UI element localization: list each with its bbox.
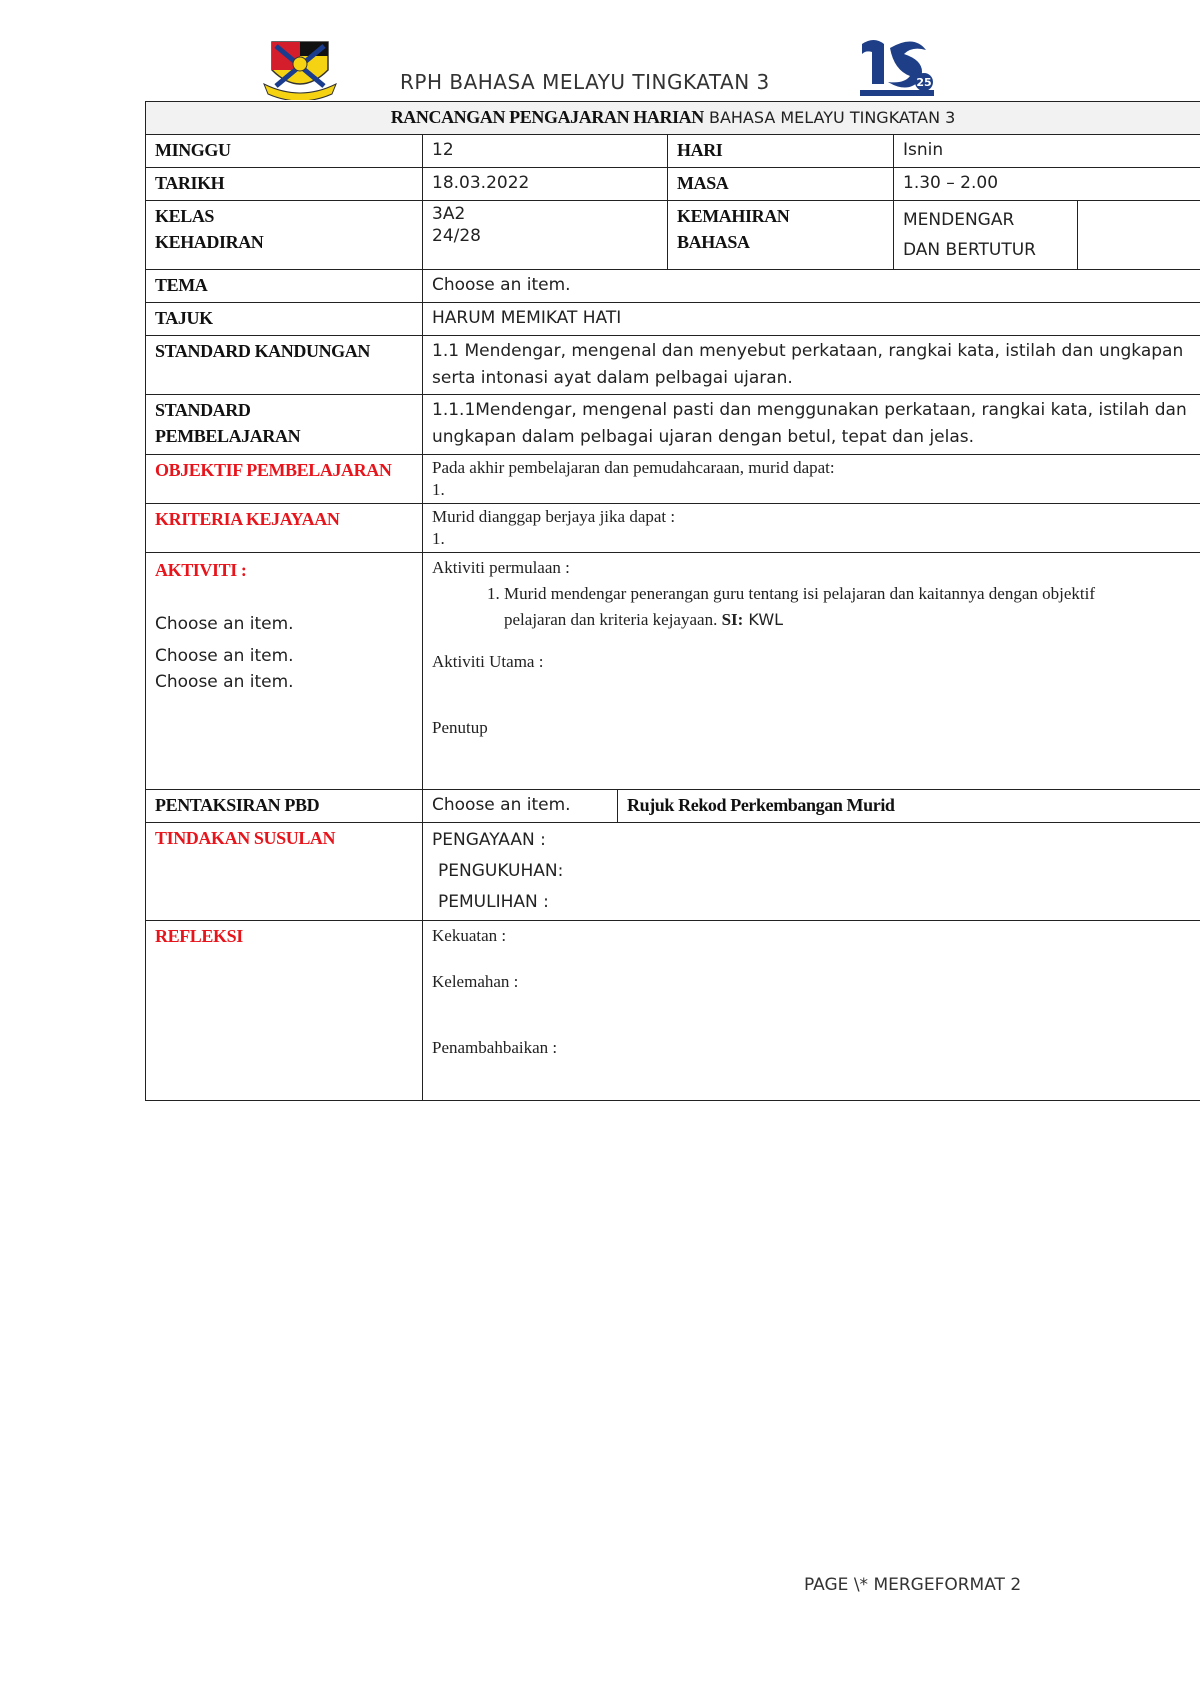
table-title-rest: BAHASA MELAYU TINGKATAN 3 — [703, 108, 956, 127]
tarikh-value[interactable]: 18.03.2022 — [432, 173, 530, 193]
kriteria-label: KRITERIA KEJAYAAN — [155, 509, 340, 529]
state-crest-icon — [262, 36, 338, 100]
objektif-value[interactable]: Pada akhir pembelajaran dan pemudahcaraan, murid dapat: — [432, 458, 835, 477]
aktiviti-label: AKTIVITI : — [155, 560, 247, 580]
kemahiran-value-line1[interactable]: MENDENGAR — [903, 210, 1015, 230]
pembelajaran-label: PEMBELAJARAN — [155, 426, 301, 446]
aktiviti-dropdown-2[interactable]: Choose an item. — [155, 646, 294, 666]
masa-value[interactable]: 1.30 – 2.00 — [903, 173, 999, 193]
tarikh-row — [146, 168, 1200, 201]
minggu-label: MINGGU — [155, 140, 231, 160]
school-logo — [854, 34, 940, 100]
kekuatan-label[interactable]: Kekuatan : — [432, 926, 507, 945]
pemulihan-label[interactable]: PEMULIHAN : — [438, 892, 549, 912]
kemahiran-value-split — [894, 201, 1200, 269]
page-number-field: PAGE \* MERGEFORMAT 2 — [804, 1575, 1022, 1595]
standard-pembelajaran-row — [146, 395, 1200, 455]
refleksi-row — [146, 921, 1200, 1101]
tindakan-susulan-row — [146, 823, 1200, 921]
tema-label: TEMA — [155, 275, 208, 295]
kelas-label: KELAS — [155, 206, 215, 226]
pentaksiran-label: PENTAKSIRAN PBD — [155, 795, 320, 815]
standard-label: STANDARD — [155, 400, 251, 420]
kelas-row — [146, 201, 1200, 270]
lesson-plan-table — [145, 101, 1200, 1101]
minggu-value[interactable]: 12 — [432, 140, 454, 160]
aktiviti-utama-label: Aktiviti Utama : — [432, 652, 544, 671]
objektif-row — [146, 455, 1200, 504]
table-title — [146, 102, 1200, 135]
penambahbaikan-label[interactable]: Penambahbaikan : — [432, 1038, 558, 1057]
aktiviti-dropdown-3[interactable]: Choose an item. — [155, 672, 294, 692]
kelas-value[interactable]: 3A2 — [432, 204, 466, 224]
title-row — [146, 102, 1200, 135]
tajuk-row — [146, 303, 1200, 336]
kemahiran-label: KEMAHIRAN — [677, 206, 790, 226]
pentaksiran-row — [146, 790, 1200, 823]
table-title-bold: RANCANGAN PENGAJARAN HARIAN — [390, 107, 704, 127]
standard-kandungan-row — [146, 336, 1200, 395]
tindakan-susulan-label: TINDAKAN SUSULAN — [155, 828, 336, 848]
aktiviti-row — [146, 553, 1200, 790]
pentaksiran-reference: Rujuk Rekod Perkembangan Murid — [627, 795, 895, 815]
minggu-row — [146, 135, 1200, 168]
objektif-item[interactable]: 1. — [432, 480, 445, 499]
hari-value[interactable]: Isnin — [903, 140, 944, 160]
standard-kandungan-value[interactable]: 1.1 Mendengar, mengenal dan menyebut perkataan, rangkai kata, istilah dan ungkapan serta intonasi ayat dalam pelbagai ujaran. — [432, 341, 1184, 388]
pengukuhan-label[interactable]: PENGUKUHAN: — [438, 861, 564, 881]
aktiviti-permulaan-list — [432, 581, 1191, 633]
masa-label: MASA — [677, 173, 729, 193]
pentaksiran-dropdown[interactable]: Choose an item. — [432, 795, 571, 815]
kehadiran-value[interactable]: 24/28 — [432, 226, 481, 246]
tajuk-label: TAJUK — [155, 308, 213, 328]
kehadiran-label: KEHADIRAN — [155, 232, 264, 252]
list-item[interactable]: 1. Murid mendengar penerangan guru tentang isi pelajaran dan kaitannya dengan objektif pelajaran dan kriteria kejayaan. SI: KWL — [504, 581, 1191, 633]
kriteria-row — [146, 504, 1200, 553]
state-crest-logo — [262, 36, 338, 100]
kelemahan-label[interactable]: Kelemahan : — [432, 972, 519, 991]
tarikh-label: TARIKH — [155, 173, 225, 193]
penutup-label: Penutup — [432, 718, 488, 737]
standard-kandungan-label: STANDARD KANDUNGAN — [155, 341, 370, 361]
aktiviti-dropdown-1[interactable]: Choose an item. — [155, 614, 294, 634]
tema-dropdown[interactable]: Choose an item. — [432, 275, 571, 295]
tajuk-value[interactable]: HARUM MEMIKAT HATI — [432, 308, 622, 328]
kemahiran-value-line2[interactable]: DAN BERTUTUR — [903, 240, 1036, 260]
page-header-title: RPH BAHASA MELAYU TINGKATAN 3 — [400, 70, 770, 94]
refleksi-label: REFLEKSI — [155, 926, 243, 946]
pengayaan-label[interactable]: PENGAYAAN : — [432, 830, 546, 850]
hari-label: HARI — [677, 140, 723, 160]
kriteria-item[interactable]: 1. — [432, 529, 445, 548]
standard-pembelajaran-value[interactable]: 1.1.1Mendengar, mengenal pasti dan menggunakan perkataan, rangkai kata, istilah dan ungkapan dalam pelbagai ujaran dengan betul, tepat dan jelas. — [432, 400, 1187, 447]
school-logo-icon — [854, 34, 940, 100]
bahasa-label: BAHASA — [677, 232, 750, 252]
tema-row — [146, 270, 1200, 303]
svg-text:25: 25 — [916, 76, 932, 89]
objektif-label: OBJEKTIF PEMBELAJARAN — [155, 460, 392, 480]
kriteria-value[interactable]: Murid dianggap berjaya jika dapat : — [432, 507, 676, 526]
aktiviti-permulaan-label: Aktiviti permulaan : — [432, 558, 570, 577]
